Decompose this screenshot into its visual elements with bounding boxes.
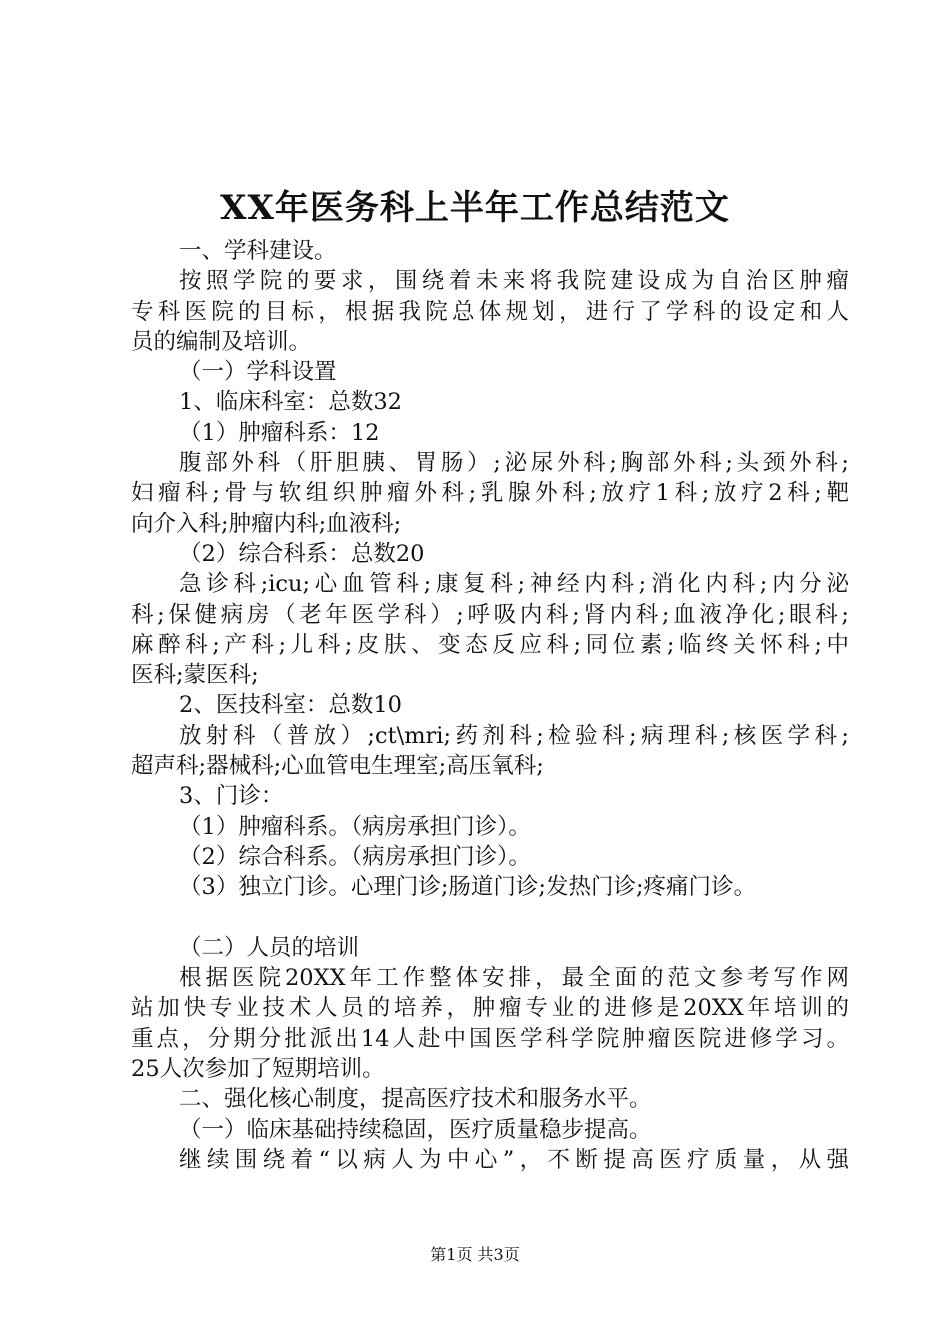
paragraph-line: 员的编制及培训。 <box>131 328 312 355</box>
paragraph-line: 25人次参加了短期培训。 <box>131 1056 385 1083</box>
paragraph-line: 放射科（普放）;ct\mri;药剂科;检验科;病理科;核医学科; <box>179 722 849 749</box>
paragraph-line: （一）学科设置 <box>179 359 337 386</box>
paragraph-line: 向介入科;肿瘤内科;血液科; <box>131 510 402 537</box>
paragraph-line: 医科;蒙医科; <box>131 662 259 689</box>
paragraph-line: 3、门诊： <box>179 783 284 810</box>
paragraph-line: （二）人员的培训 <box>179 934 360 961</box>
paragraph-line: 超声科;器械科;心血管电生理室;高压氧科; <box>131 753 544 780</box>
paragraph-line: 一、学科建设。 <box>179 238 337 264</box>
paragraph-line: 按照学院的要求，围绕着未来将我院建设成为自治区肿瘤 <box>179 268 849 295</box>
paragraph-line: 1、临床科室：总数32 <box>179 389 402 416</box>
paragraph-line: 科;保健病房（老年医学科）;呼吸内科;肾内科;血液净化;眼科; <box>131 601 849 628</box>
paragraph-line: 专科医院的目标，根据我院总体规划，进行了学科的设定和人 <box>131 298 849 325</box>
paragraph-line: （3）独立门诊。心理门诊;肠道门诊;发热门诊;疼痛门诊。 <box>179 874 757 901</box>
blank-line <box>131 903 849 933</box>
paragraph-line: （2）综合科系：总数20 <box>179 540 425 567</box>
paragraph-line: 根据医院20XX年工作整体安排，最全面的范文参考写作网 <box>179 965 849 992</box>
paragraph-line: 重点，分期分批派出14人赴中国医学科学院肿瘤医院进修学习。 <box>131 1025 849 1052</box>
paragraph-line: 二、强化核心制度，提高医疗技术和服务水平。 <box>179 1086 652 1113</box>
paragraph-line: （1）肿瘤科系。（病房承担门诊）。 <box>179 813 531 840</box>
paragraph-line: 急诊科;icu;心血管科;康复科;神经内科;消化内科;内分泌 <box>179 571 849 598</box>
paragraph-line: 站加快专业技术人员的培养，肿瘤专业的进修是20XX年培训的 <box>131 995 849 1022</box>
paragraph-line: 2、医技科室：总数10 <box>179 692 402 719</box>
document-title: XX年医务科上半年工作总结范文 <box>220 188 730 228</box>
paragraph-line: （一）临床基础持续稳固，医疗质量稳步提高。 <box>179 1116 652 1143</box>
paragraph-line: 妇瘤科;骨与软组织肿瘤外科;乳腺外科;放疗1科;放疗2科;靶 <box>131 480 849 507</box>
document-body <box>131 236 849 1175</box>
paragraph-line: 继续围绕着“以病人为中心”，不断提高医疗质量，从强 <box>179 1146 849 1173</box>
paragraph-line: （2）综合科系。（病房承担门诊）。 <box>179 843 531 870</box>
paragraph-line: 麻醉科;产科;儿科;皮肤、变态反应科;同位素;临终关怀科;中 <box>131 631 849 658</box>
page-footer: 第1页 共3页 <box>430 1245 520 1264</box>
paragraph-line: （1）肿瘤科系：12 <box>179 419 380 446</box>
paragraph-line: 腹部外科（肝胆胰、胃肠）;泌尿外科;胸部外科;头颈外科; <box>179 450 849 477</box>
